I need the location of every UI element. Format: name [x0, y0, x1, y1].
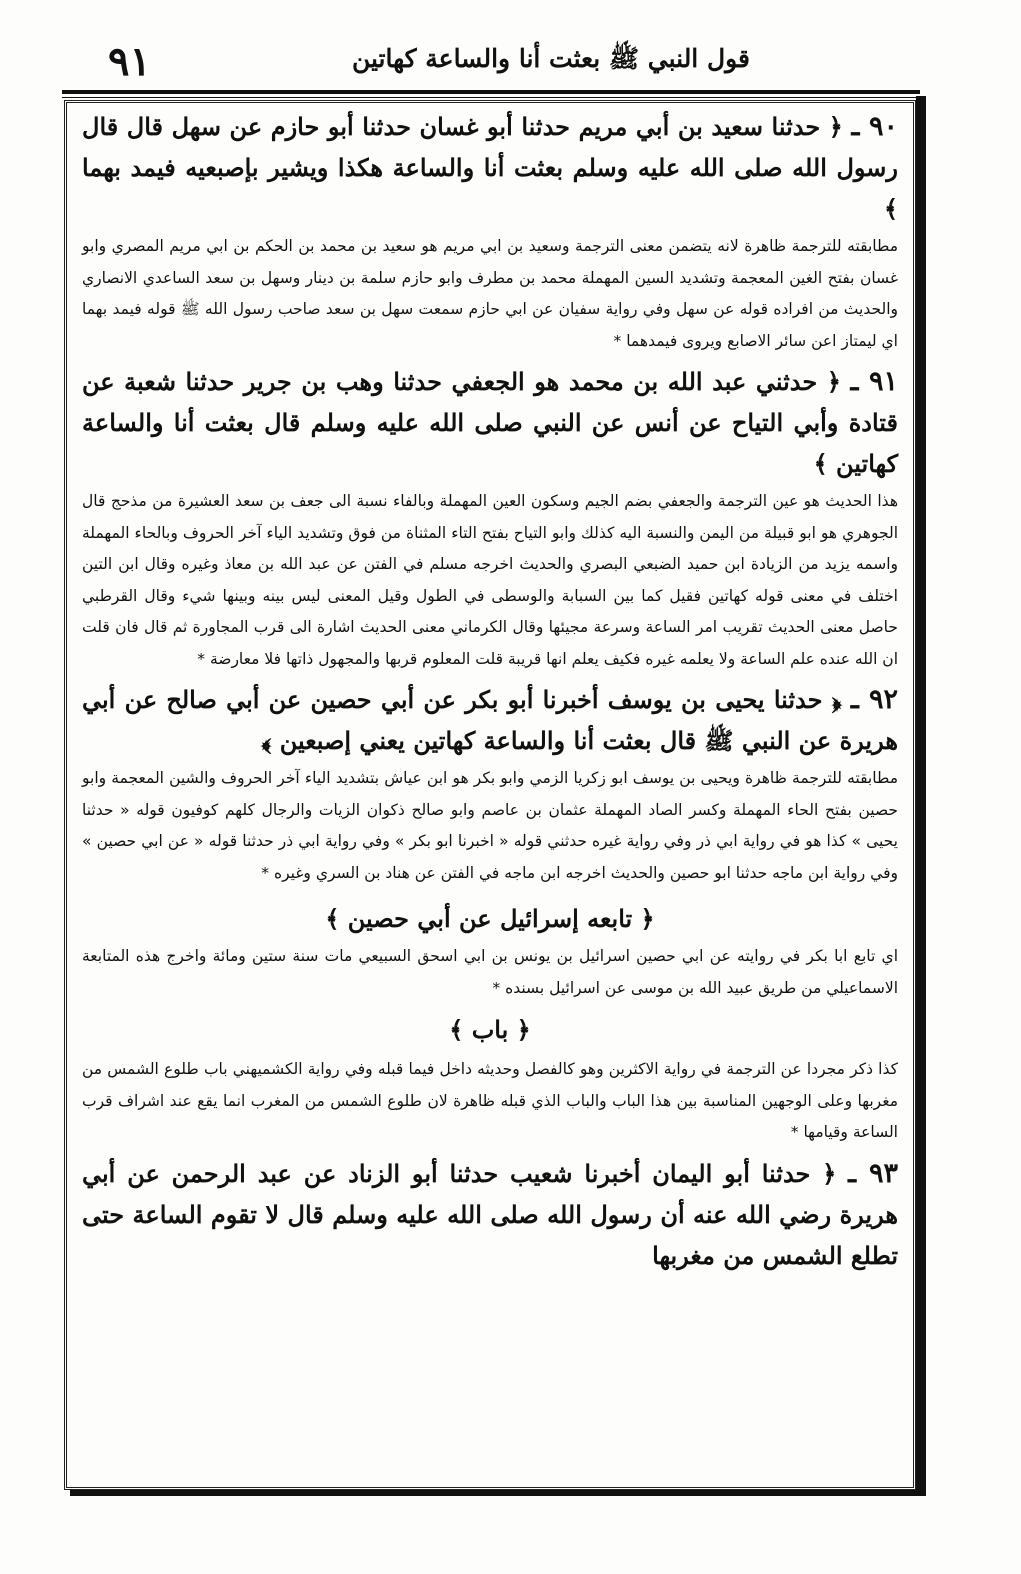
- hadith-90: [82, 106, 898, 229]
- header-rule-thin: [62, 97, 920, 98]
- frame-shadow-right: [916, 96, 926, 1496]
- hadith-number: ٩١ ـ: [850, 366, 899, 397]
- hadith-92: [82, 679, 898, 761]
- hadith-number: ٩٠ ـ: [851, 111, 898, 142]
- mutaba-heading: ﴿ تابعه إسرائيل عن أبي حصين ﴾: [325, 904, 655, 933]
- page-number: ٩١: [108, 38, 151, 85]
- running-title: قول النبي ﷺ بعثت أنا والساعة كهاتين: [351, 44, 750, 73]
- hadith-text: ﴿ حدثنا سعيد بن أبي مريم حدثنا أبو غسان حدثنا أبو حازم عن سهل قال قال رسول الله صلى الله عليه وسلم بعثت أنا والساعة هكذا ويشير بإصبعيه فيمد بهما ﴾: [82, 112, 898, 223]
- hadith-text: ﴿ حدثنا أبو اليمان أخبرنا شعيب حدثنا أبو الزناد عن عبد الرحمن عن أبي هريرة رضي الله عنه أن رسول الله صلى الله عليه وسلم قال لا تقوم الساعة حتى تطلع الشمس من مغربها: [82, 1158, 898, 1270]
- hadith-number: ٩٢ ـ: [850, 684, 899, 715]
- commentary-91: هذا الحديث هو عين الترجمة والجعفي بضم الجيم وسكون العين المهملة وبالفاء نسبة الى جعف بن سعد العشيرة من مذحج قال الجوهري هو ابو قبيلة من اليمن والنسبة اليه كذلك وابو التياح بفتح التاء المثناة من فوق وتشديد الياء آخر الحروف وبالحاء المهملة واسمه يزيد من الزيادة ابن حميد الضبعي البصري والحديث اخرجه مسلم في الفتن عن عبد الله بن معاذ وغيره وقال ابن التين اختلف في معنى قوله كهاتين فقيل كما بين السبابة والوسطى في الطول وقيل المعنى ليس بينه وبينها شيء وقال القرطبي حاصل معنى الحديث تقريب امر الساعة وسرعة مجيئها وقال الكرماني معنى الحديث اشارة الى قرب المجاورة ثم قال فان قلت ان الله عنده علم الساعة ولا يعلمه غيره فكيف يعلم انها قريبة قلت المعلوم قربها والمجهول ذاتها فلا معارضة *: [82, 492, 898, 668]
- hadith-93: [82, 1153, 898, 1276]
- frame-shadow-bottom: [70, 1490, 926, 1496]
- page-content: [82, 106, 898, 1276]
- bab-heading: ﴿ باب ﴾: [449, 1015, 531, 1044]
- header-rule: [62, 90, 920, 94]
- hadith-text: ﴿ حدثني عبد الله بن محمد هو الجعفي حدثنا وهب بن جرير حدثنا شعبة عن قتادة وأبي التياح عن أنس عن النبي صلى الله عليه وسلم قال بعثت أنا والساعة كهاتين ﴾: [82, 367, 898, 478]
- commentary-92: مطابقته للترجمة ظاهرة ويحيى بن يوسف ابو زكريا الزمي وابو بكر هو ابن عياش بتشديد الياء آخر الحروف والشين المعجمة وابو حصين بفتح الحاء المهملة وكسر الصاد المهملة عثمان بن عاصم وابو صالح ذكوان الزيات والرجال كلهم كوفيون قوله « حدثنا يحيى » كذا هو في رواية ابي ذر وفي رواية غيره حدثني قوله « اخبرنا ابو بكر » وفي رواية ابي ذر حدثنا قوله « عن ابي حصين » وفي رواية ابن ماجه حدثنا ابو حصين والحديث اخرجه ابن ماجه في الفتن عن هناد بن السري وغيره *: [82, 769, 898, 882]
- hadith-91: [82, 361, 898, 484]
- commentary-bab: كذا ذكر مجردا عن الترجمة في رواية الاكثرين وهو كالفصل وحديثه داخل فيما قبله وفي رواية الكشميهني باب طلوع الشمس من مغربها وعلى الوجهين المناسبة بين هذا الباب والباب الذي قبله ظاهرة لان طلوع الشمس من المغرب انما يقع عند اشراف قرب الساعة وقيامها *: [82, 1060, 898, 1141]
- commentary-mutaba: اي تابع ابا بكر في روايته عن ابي حصين اسرائيل بن يونس بن ابي اسحق السبيعي مات سنة ستين ومائة واخرج هذه المتابعة الاسماعيلي من طريق عبيد الله بن موسى عن اسرائيل بسنده *: [82, 947, 898, 997]
- commentary-90: مطابقته للترجمة ظاهرة لانه يتضمن معنى الترجمة وسعيد بن ابي مريم هو سعيد بن محمد بن الحكم بن ابي مريم المصري وابو غسان بفتح الغين المعجمة وتشديد السين المهملة محمد بن مطرف وابو حازم سلمة بن دينار وسهل بن سعد الساعدي الانصاري والحديث من افراده قوله عن سهل وفي رواية سفيان عن ابي حازم سمعت سهل بن سعد صاحب رسول الله ﷺ قوله فيمد بهما اي ليمتاز اعن سائر الاصابع ويروى فيمدهما *: [82, 237, 898, 350]
- page-header: [60, 34, 940, 90]
- hadith-number: ٩٣ ـ: [848, 1157, 898, 1189]
- hadith-text: ﴿ حدثنا يحيى بن يوسف أخبرنا أبو بكر عن أبي حصين عن أبي صالح عن أبي هريرة عن النبي ﷺ قال بعثت أنا والساعة كهاتين يعني إصبعين ﴾: [82, 685, 898, 755]
